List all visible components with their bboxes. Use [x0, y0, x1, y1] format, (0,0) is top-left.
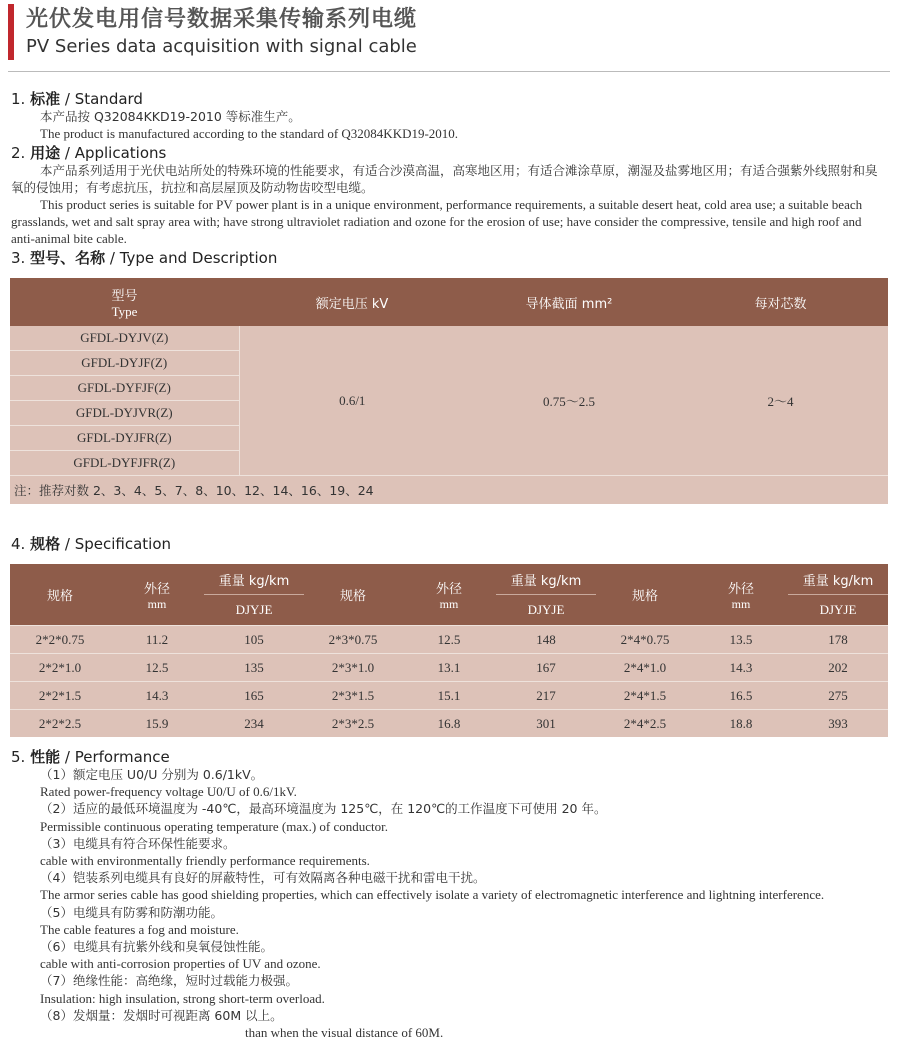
spec-cell: 18.8	[694, 710, 788, 738]
spec-cell: 165	[204, 682, 304, 710]
performance-line: The cable features a fog and moisture.	[40, 921, 239, 937]
standard-line-cn: 本产品按 Q32084KKD19-2010 等标准生产。	[40, 109, 301, 124]
weight-header: 重量 kg/km	[788, 564, 888, 595]
spec-cell: 2*4*0.75	[596, 626, 694, 654]
spec-cell: 178	[788, 626, 888, 654]
section-applications-heading: 2. 用途 / Applications	[11, 144, 167, 162]
djyje-header: DJYJE	[496, 595, 596, 626]
spec-cell: 148	[496, 626, 596, 654]
page-title-cn: 光伏发电用信号数据采集传输系列电缆	[26, 7, 418, 32]
section-performance-heading: 5. 性能 / Performance	[11, 748, 170, 766]
spec-cell: 2*2*2.5	[10, 710, 110, 738]
applications-text-cn: 本产品系列适用于光伏电站所处的特殊环境的性能要求，有适合沙漠高温，高寒地区用；有适合滩涂草原，潮湿及盐雾地区用；有适合强紫外线照射和臭氧的侵蚀用；有考虑抗压，抗拉和高层屋顶及防动物齿咬型电缆。	[11, 163, 878, 195]
spec-cell: 2*2*1.0	[10, 654, 110, 682]
type-table	[10, 278, 888, 504]
spec-cell: 2*4*2.5	[596, 710, 694, 738]
spec-cell: 167	[496, 654, 596, 682]
spec-cell: 14.3	[694, 654, 788, 682]
spec-row	[10, 626, 888, 654]
performance-line: than when the visual distance of 60M.	[245, 1025, 444, 1040]
performance-line: （8）发烟量：发烟时可视距离 60M 以上。	[40, 1007, 283, 1023]
performance-line: （3）电缆具有符合环保性能要求。	[40, 835, 236, 851]
voltage-value: 0.6/1	[239, 326, 465, 476]
area-value: 0.75～2.5	[465, 326, 673, 476]
spec-cell: 12.5	[110, 654, 204, 682]
spec-cell: 2*3*1.5	[304, 682, 402, 710]
spec-cell: 135	[204, 654, 304, 682]
type-cell: GFDL-DYFJF(Z)	[10, 376, 239, 401]
weight-header: 重量 kg/km	[496, 564, 596, 595]
performance-line: cable with environmentally friendly performance requirements.	[40, 853, 370, 868]
spec-cell: 393	[788, 710, 888, 738]
spec-cell: 2*3*1.0	[304, 654, 402, 682]
spec-cell: 2*3*0.75	[304, 626, 402, 654]
area-header: 导体截面 mm²	[465, 278, 673, 326]
standard-line-en: The product is manufactured according to the standard of Q32084KKD19-2010.	[40, 126, 459, 141]
applications-text-en: This product series is suitable for PV power plant is in a unique environment, performance requirements, a suitable desert heat, cold area use; a suitable beach grasslands, wet and salt spray area with; have strong ultraviolet radiation and ozone for the erosion of use; have consider the compressive, tensile and high roof and anti-animal bite cable.	[11, 197, 863, 246]
performance-line: （6）电缆具有抗紫外线和臭氧侵蚀性能。	[40, 939, 273, 954]
spec-row	[10, 710, 888, 738]
spec-cell: 301	[496, 710, 596, 738]
spec-cell: 105	[204, 626, 304, 654]
section-type-heading: 3. 型号、名称 / Type and Description	[11, 249, 278, 267]
type-cell: GFDL-DYJFR(Z)	[10, 426, 239, 451]
voltage-header: 额定电压 kV	[239, 278, 465, 326]
performance-line: cable with anti-corrosion properties of UV and ozone.	[40, 956, 321, 972]
djyje-header: DJYJE	[204, 595, 304, 626]
title-divider	[8, 71, 890, 72]
type-cell: GFDL-DYFJFR(Z)	[10, 451, 239, 476]
spec-cell: 14.3	[110, 682, 204, 710]
spec-cell: 11.2	[110, 626, 204, 654]
section-standard-heading: 1. 标准 / Standard	[11, 90, 143, 108]
spec-cell: 13.5	[694, 626, 788, 654]
spec-cell: 12.5	[402, 626, 496, 654]
spec-header: 规格	[304, 564, 402, 626]
performance-line: （1）额定电压 U0/U 分别为 0.6/1kV。	[40, 767, 264, 782]
type-cell: GFDL-DYJV(Z)	[10, 326, 239, 351]
spec-cell: 13.1	[402, 654, 496, 682]
section-spec-heading: 4. 规格 / Specification	[11, 535, 172, 553]
title-accent-bar	[8, 4, 14, 60]
spec-cell: 2*2*1.5	[10, 682, 110, 710]
djyje-header: DJYJE	[788, 595, 888, 626]
spec-cell: 234	[204, 710, 304, 738]
performance-line: Insulation: high insulation, strong short-term overload.	[40, 990, 325, 1006]
spec-cell: 217	[496, 682, 596, 710]
performance-line: （2）适应的最低环境温度为 -40℃，最高环境温度为 125℃，在 120℃的工作温度下可使用 20 年。	[40, 801, 607, 817]
spec-cell: 2*4*1.5	[596, 682, 694, 710]
spec-row	[10, 654, 888, 682]
weight-header: 重量 kg/km	[204, 564, 304, 595]
od-header: 外径 mm	[694, 564, 788, 626]
pairs-header: 每对芯数	[673, 278, 888, 326]
performance-line: （4）铠装系列电缆具有良好的屏蔽特性，可有效隔离各种电磁干扰和雷电干扰。	[40, 870, 486, 886]
performance-line: （7）绝缘性能：高绝缘，短时过载能力极强。	[40, 973, 298, 989]
spec-cell: 16.5	[694, 682, 788, 710]
spec-cell: 15.1	[402, 682, 496, 710]
spec-row	[10, 682, 888, 710]
spec-header: 规格	[596, 564, 694, 626]
performance-line: （5）电缆具有防雾和防潮功能。	[40, 904, 223, 920]
type-cell: GFDL-DYJVR(Z)	[10, 401, 239, 426]
spec-table	[10, 564, 888, 737]
spec-cell: 2*4*1.0	[596, 654, 694, 682]
spec-header: 规格	[10, 564, 110, 626]
type-header: 型号 Type	[10, 278, 239, 326]
type-table-note: 注：推荐对数 2、3、4、5、7、8、10、12、14、16、19、24	[10, 476, 888, 505]
performance-line: Rated power-frequency voltage U0/U of 0.6/1kV.	[40, 784, 297, 800]
spec-cell: 15.9	[110, 710, 204, 738]
spec-cell: 275	[788, 682, 888, 710]
od-header: 外径 mm	[402, 564, 496, 626]
type-cell: GFDL-DYJF(Z)	[10, 351, 239, 376]
spec-cell: 2*3*2.5	[304, 710, 402, 738]
pairs-value: 2～4	[673, 326, 888, 476]
performance-line: Permissible continuous operating temperature (max.) of conductor.	[40, 818, 389, 834]
spec-table-body	[10, 626, 888, 738]
spec-cell: 2*2*0.75	[10, 626, 110, 654]
spec-cell: 16.8	[402, 710, 496, 738]
page-title-en: PV Series data acquisition with signal cable	[26, 36, 417, 57]
od-header: 外径 mm	[110, 564, 204, 626]
performance-line: The armor series cable has good shielding properties, which can effectively isolate a variety of electromagnetic interference and lightning interference.	[40, 887, 825, 903]
spec-cell: 202	[788, 654, 888, 682]
